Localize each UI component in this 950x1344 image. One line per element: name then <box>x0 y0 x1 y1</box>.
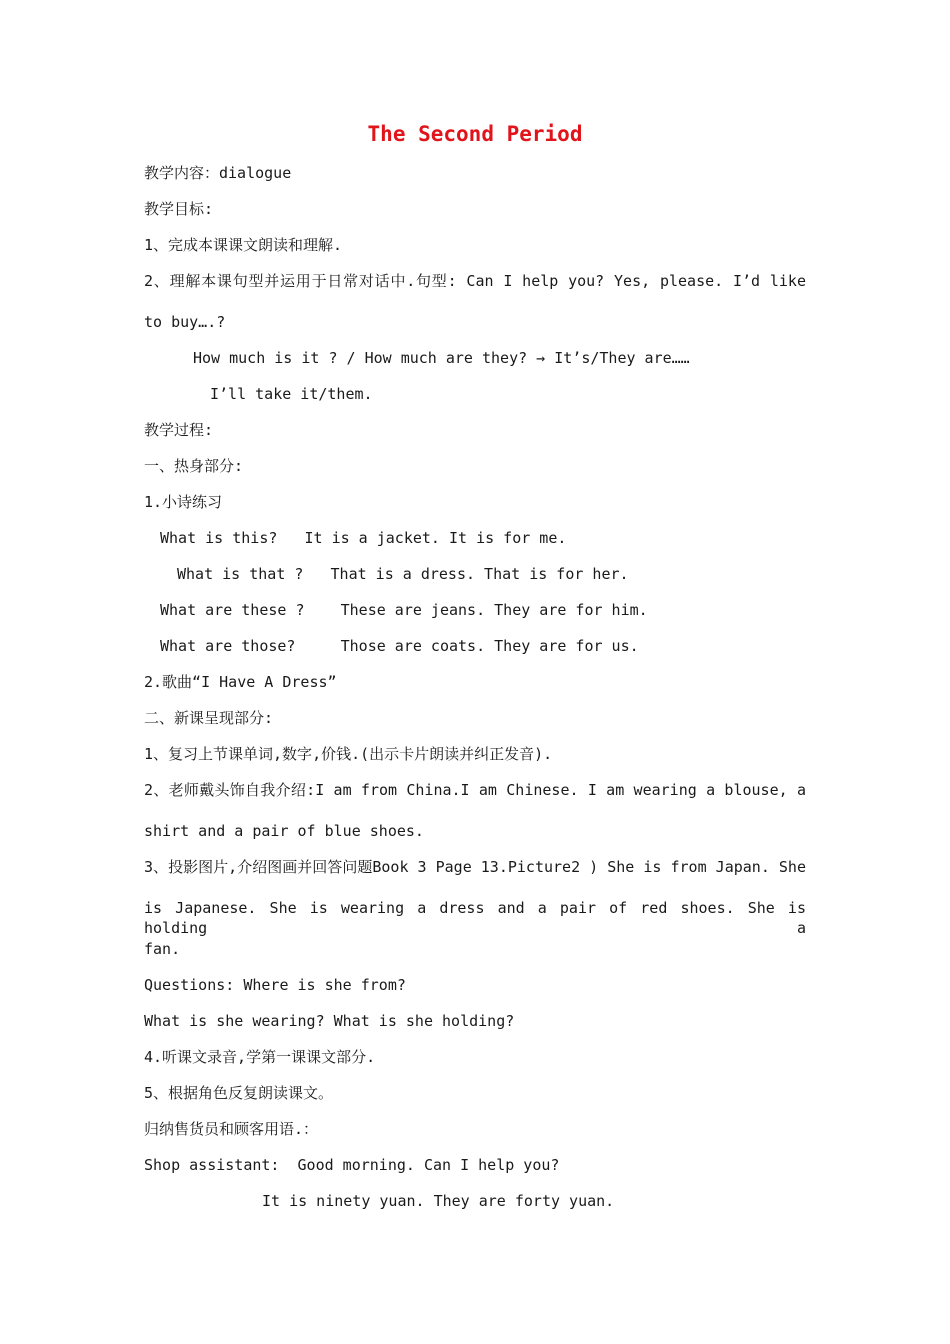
text-line: 1.小诗练习 <box>144 493 223 511</box>
text-line: 3、投影图片,介绍图画并回答问题Book 3 Page 13.Picture2 ) She is from Japan. She <box>144 858 806 876</box>
text-line: 1、完成本课课文朗读和理解. <box>144 236 343 254</box>
text-line: fan. <box>144 940 181 958</box>
document-title: The Second Period <box>367 122 583 146</box>
text-line: 教学内容：dialogue <box>144 164 292 182</box>
text-line: What is this? It is a jacket. It is for me. <box>160 529 567 547</box>
text-line: What are those? Those are coats. They are for us. <box>160 637 639 655</box>
text-line: What are these ? These are jeans. They are for him. <box>160 601 648 619</box>
text-line: Shop assistant: Good morning. Can I help you? <box>144 1156 560 1174</box>
text-line: 5、根据角色反复朗读课文。 <box>144 1084 334 1102</box>
text-line: 2.歌曲“I Have A Dress” <box>144 673 337 691</box>
text-line: shirt and a pair of blue shoes. <box>144 822 424 840</box>
text-line: is Japanese. She is wearing a dress and a pair of red shoes. She is holding a <box>144 899 806 937</box>
text-line: 4.听课文录音,学第一课课文部分. <box>144 1048 376 1066</box>
text-line: 1、复习上节课单词,数字,价钱.(出示卡片朗读并纠正发音). <box>144 745 553 763</box>
text-line: Questions: Where is she from? <box>144 976 406 994</box>
text-line: to buy….? <box>144 313 226 331</box>
text-line: 教学过程: <box>144 421 214 439</box>
text-line: What is she wearing? What is she holding? <box>144 1012 515 1030</box>
text-line: It is ninety yuan. They are forty yuan. <box>262 1192 615 1210</box>
text-line: 归纳售货员和顾客用语.： <box>144 1120 319 1138</box>
text-line: 一、热身部分: <box>144 457 244 475</box>
text-line: 教学目标: <box>144 200 214 218</box>
text-line: I’ll take it/them. <box>210 385 373 403</box>
text-line: 2、老师戴头饰自我介绍:I am from China.I am Chinese. I am wearing a blouse, a <box>144 781 806 799</box>
text-line: 二、新课呈现部分: <box>144 709 274 727</box>
text-line: 2、理解本课句型并运用于日常对话中.句型: Can I help you? Yes, please. I’d like <box>144 272 806 290</box>
text-line: What is that ? That is a dress. That is for her. <box>177 565 629 583</box>
text-line: How much is it ? / How much are they? → It’s/They are…… <box>193 349 690 367</box>
